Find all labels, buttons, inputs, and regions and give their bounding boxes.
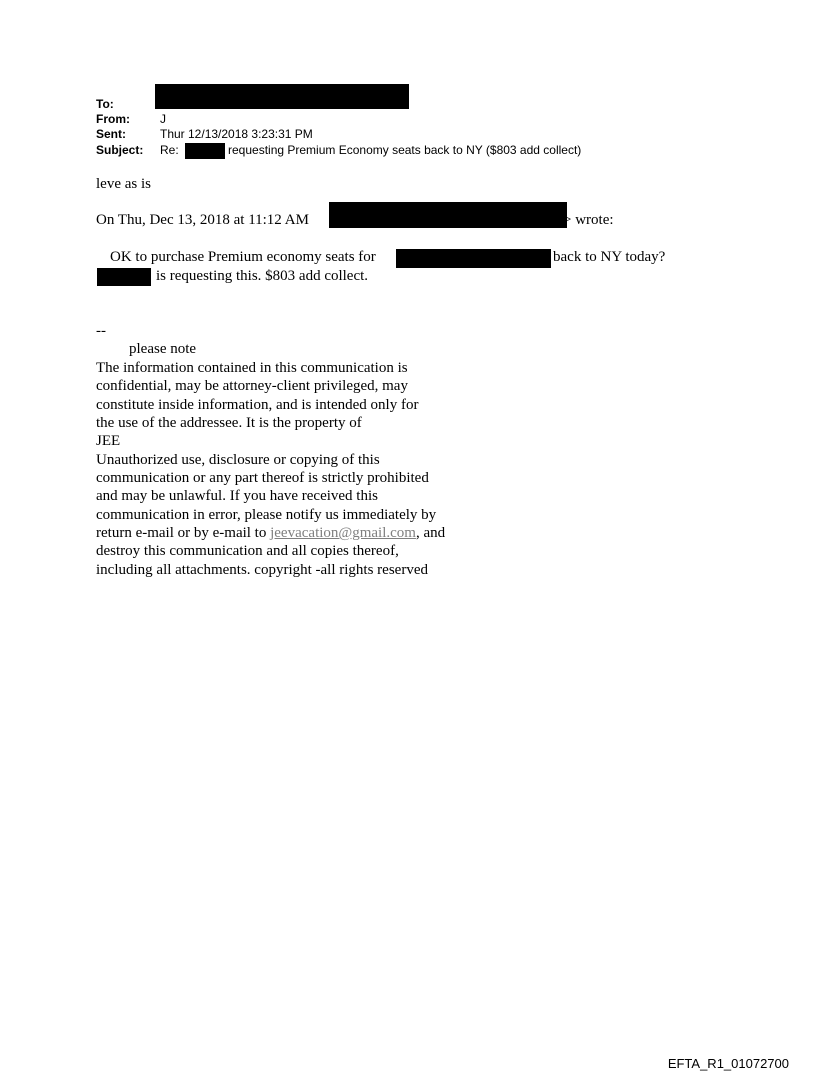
disclaimer-email-suffix: , and [415,525,446,541]
disclaimer-line: JEE [96,433,121,449]
redacted-to-address [155,84,409,109]
disclaimer-email-prefix: return e-mail or by e-mail to [96,525,271,541]
sent-label: Sent: [96,127,126,141]
to-label: To: [96,97,114,111]
disclaimer-line: confidential, may be attorney-client privileged, may [96,378,408,394]
subject-label: Subject: [96,143,144,157]
disclaimer-line: destroy this communication and all copies thereof, [96,543,399,559]
from-value: J [160,112,166,126]
disclaimer-line: The information contained in this communication is [96,360,408,376]
redacted-passenger-names [396,249,551,268]
quoted-line-1b: back to NY today? [553,249,666,265]
subject-text: requesting Premium Economy seats back to NY ($803 add collect) [228,143,582,157]
redacted-requester [97,268,151,286]
document-id: EFTA_R1_01072700 [667,1056,789,1071]
disclaimer-email-line [96,524,445,542]
redacted-sender [329,202,567,228]
disclaimer-line: communication in error, please notify us immediately by [96,507,437,523]
quote-intro-prefix: On Thu, Dec 13, 2018 at 11:12 AM [96,212,309,228]
quoted-line-2: is requesting this. $803 add collect. [156,268,369,284]
disclaimer-line: including all attachments. copyright -all rights reserved [96,562,428,578]
quoted-line-1a: OK to purchase Premium economy seats for [110,249,376,265]
please-note: please note [129,341,197,357]
signature-dashes: -- [96,323,106,339]
from-label: From: [96,112,130,126]
reply-text: leve as is [96,176,151,192]
email-link[interactable]: jeevacation@gmail.com [270,525,416,541]
email-header [0,0,816,160]
disclaimer-line: and may be unlawful. If you have received this [96,488,378,504]
quote-intro-suffix: > wrote: [563,212,614,228]
disclaimer-line: constitute inside information, and is intended only for [96,397,419,413]
disclaimer-line: communication or any part thereof is strictly prohibited [96,470,429,486]
subject-prefix: Re: [160,143,179,157]
redacted-subject-name [185,143,225,159]
disclaimer-line: Unauthorized use, disclosure or copying of this [96,452,380,468]
sent-value: Thur 12/13/2018 3:23:31 PM [160,127,313,141]
disclaimer-line: the use of the addressee. It is the property of [96,415,362,431]
